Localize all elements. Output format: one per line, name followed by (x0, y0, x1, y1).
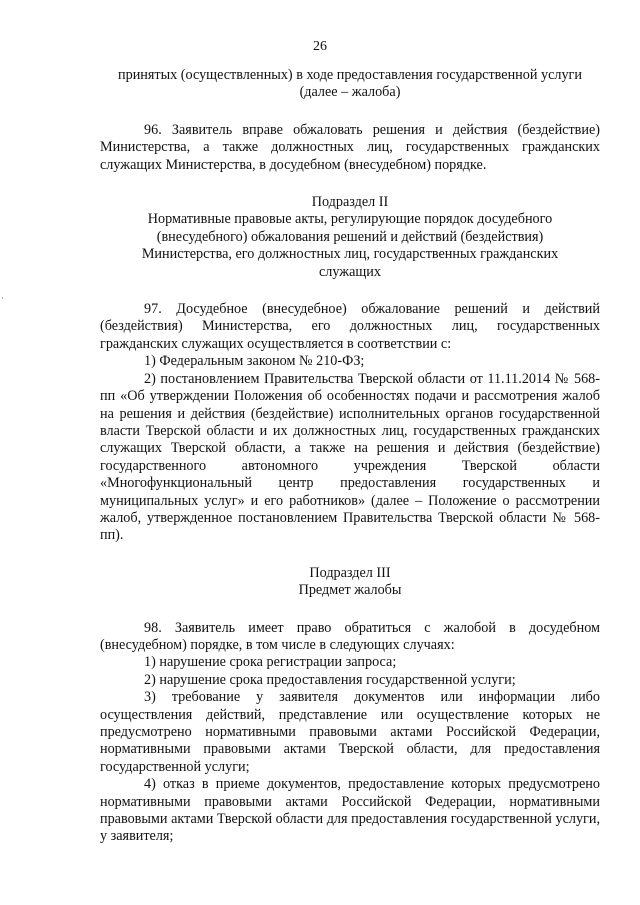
subsection-3-title: Подраздел III (309, 564, 391, 581)
intro-line-1: принятых (осуществленных) в ходе предоставления государственной услуги (118, 67, 582, 83)
spacer (100, 600, 600, 620)
paragraph-98-item-4: 4) отказ в приеме документов, предоставление которых предусмотрено нормативными правовыми актами Российской Федерации, нормативными правовыми актами Тверской области для предоставления государственной услуги, у заявителя; (100, 776, 600, 845)
paragraph-97: 97. Досудебное (внесудебное) обжалование решений и действий (бездействия) Министерства, его должностных лиц, государственных гражданских служащих осуществляется в соответствии с: (100, 301, 600, 352)
paragraph-97-item-1: 1) Федеральным законом № 210-ФЗ; (144, 353, 365, 370)
subsection-2-heading-line: (внесудебного) обжалования решений и действий (бездействия) (156, 228, 544, 245)
subsection-2-heading-line: служащих (319, 263, 381, 280)
paragraph-96: 96. Заявитель вправе обжаловать решения и действия (бездействие) Министерства, а также должностных лиц, государственных гражданских служащих Министерства, в досудебном (внесудебном) порядке. (100, 121, 600, 173)
paragraph-98-item-3: 3) требование у заявителя документов или информации либо осуществления действий, представление или осуществление которых не предусмотрено нормативными правовыми актами Российской Федерации, нормативными правовыми актами Тверской области, для предоставления государственной услуги; (100, 689, 600, 775)
paragraph-97-item-2: 2) постановлением Правительства Тверской области от 11.11.2014 № 568-пп «Об утверждении Положения об особенностях подачи и рассмотрения жалоб на решения и действия (бездействие) исполнительных органов государственной власти Тверской области и их должностных лиц, государственных гражданских служащих Тверской области, а также на решения и действия (бездействие) государственного автономного учреждения Тверской области «Многофункциональный центр предоставления государственных и муниципальных услуг» и его работников» (далее – Положение о рассмотрении жалоб, утвержденное постановлением Правительства Тверской области № 568-пп). (100, 370, 600, 544)
spacer (100, 281, 600, 301)
subsection-3-subtitle: Предмет жалобы (298, 582, 402, 599)
document-body (100, 67, 600, 846)
scan-mark (2, 297, 3, 299)
paragraph-98-item-2: 2) нарушение срока предоставления государственной услуги; (144, 671, 516, 688)
subsection-2-title: Подраздел II (311, 194, 389, 211)
spacer (100, 102, 600, 122)
spacer (100, 545, 600, 565)
intro-line-2: (далее – жалоба) (299, 84, 401, 101)
page-number: 26 (313, 39, 327, 54)
paragraph-98-item-1: 1) нарушение срока регистрации запроса; (144, 654, 397, 671)
subsection-2-heading-line: Нормативные правовые акты, регулирующие порядок досудебного (147, 211, 553, 228)
subsection-2-heading-line: Министерства, его должностных лиц, государственных гражданских (141, 246, 559, 263)
spacer (100, 174, 600, 194)
paragraph-98: 98. Заявитель имеет право обратиться с жалобой в досудебном (внесудебном) порядке, в том числе в следующих случаях: (100, 619, 600, 653)
